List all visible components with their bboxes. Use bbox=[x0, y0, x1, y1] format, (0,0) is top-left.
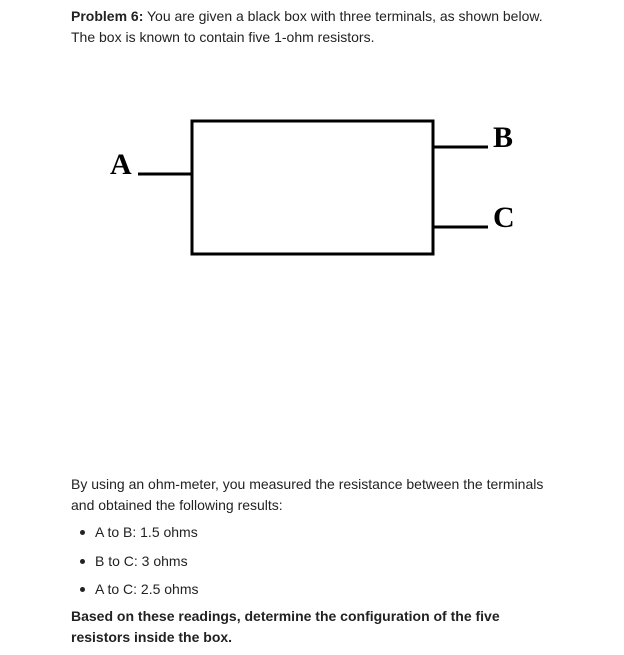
problem-intro-text: You are given a black box with three terminals, as shown below. The box is known to contain five 1-ohm resistors. bbox=[71, 8, 543, 45]
terminal-b-label: B bbox=[493, 121, 514, 154]
question-text: Based on these readings, determine the configuration of the five resistors inside the box. bbox=[71, 608, 500, 645]
list-item bbox=[71, 522, 199, 551]
problem-statement bbox=[71, 6, 561, 48]
black-box-diagram bbox=[100, 110, 530, 270]
readings-list bbox=[71, 522, 199, 608]
reading-a-to-b: A to B: 1.5 ohms bbox=[95, 524, 198, 540]
terminal-a-label: A bbox=[110, 148, 132, 181]
bullet-icon bbox=[80, 587, 85, 592]
reading-b-to-c: B to C: 3 ohms bbox=[95, 552, 188, 569]
reading-a-to-c: A to C: 2.5 ohms bbox=[95, 581, 199, 597]
measurement-description: By using an ohm-meter, you measured the resistance between the terminals and obtained the following results: bbox=[71, 476, 544, 513]
bullet-icon bbox=[80, 530, 85, 535]
list-item bbox=[71, 579, 199, 608]
problem-label: Problem 6: bbox=[71, 8, 144, 24]
terminal-c-label: C bbox=[493, 201, 515, 234]
black-box bbox=[192, 121, 433, 254]
bullet-icon bbox=[80, 559, 85, 564]
list-item bbox=[71, 551, 199, 580]
